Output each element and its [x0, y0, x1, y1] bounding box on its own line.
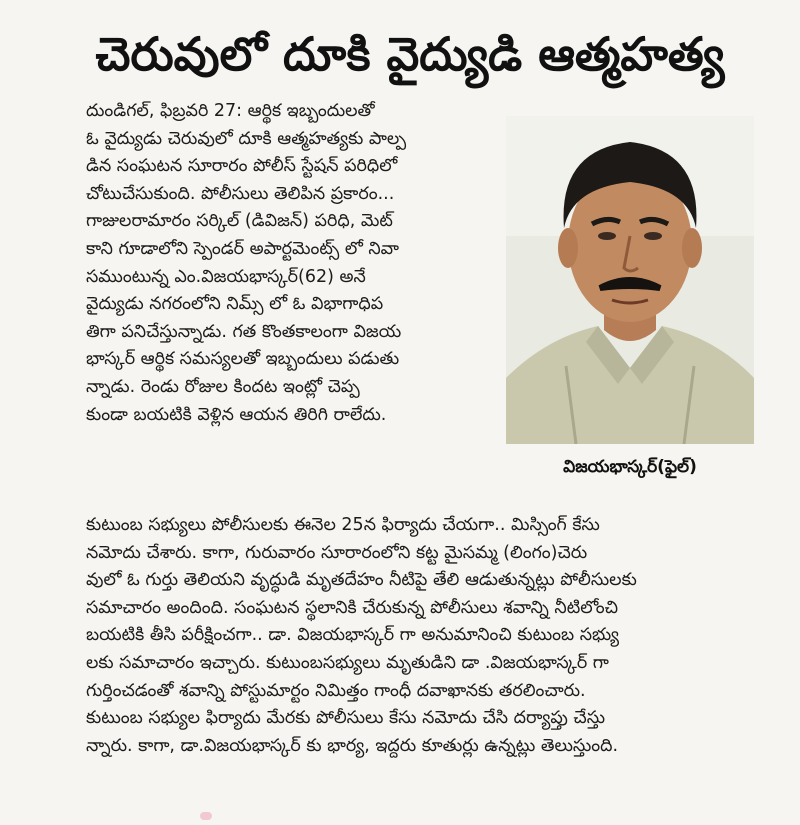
- portrait-illustration: [506, 116, 754, 444]
- text-line: న్నారు. కాగా, డా.విజయభాస్కర్ కు భార్య, ఇద్దరు కూతుర్లు ఉన్నట్లు తెలుస్తుంది.: [86, 735, 619, 756]
- lead-paragraph: [86, 98, 480, 429]
- text-line: నమోదు చేశారు. కాగా, గురువారం సూరారంలోని కట్ట మైసమ్మ (లింగం)చెరు: [86, 542, 588, 563]
- text-line: ఓ వైద్యుడు చెరువులో దూకి ఆత్మహత్యకు పాల్ప: [86, 128, 407, 149]
- text-line: సమాచారం అందింది. సంఘటన స్థలానికి చేరుకున్న పోలీసులు శవాన్ని నీటిలోంచి: [86, 597, 618, 618]
- text-line: వైద్యుడు నగరంలోని నిమ్స్ లో ఓ విభాగాధిప: [86, 294, 384, 315]
- text-line: దుండిగల్, ఫిబ్రవరి 27: ఆర్థిక ఇబ్బందులతో: [86, 101, 375, 121]
- text-line: కాని గూడాలోని స్పెండర్ అపార్టమెంట్స్ లో నివా: [86, 238, 400, 259]
- portrait-photo: [506, 116, 754, 444]
- text-line: న్నాడు. రెండు రోజుల కిందట ఇంట్లో చెప్ప: [86, 376, 360, 397]
- text-line: కుటుంబ సభ్యులు పోలీసులకు ఈనెల 25న ఫిర్యాదు చేయగా.. మిస్సింగ్ కేసు: [86, 515, 600, 535]
- text-line: గుర్తించడంతో శవాన్ని పోస్టుమార్టం నిమిత్తం గాంధీ దవాఖానకు తరలించారు.: [86, 680, 586, 701]
- text-line: సముంటున్న ఎం.విజయభాస్కర్(62) అనే: [86, 266, 366, 287]
- text-line: బయటికి తీసి పరీక్షించగా.. డా. విజయభాస్కర్ గా అనుమానించి కుటుంబ సభ్యు: [86, 625, 619, 646]
- text-line: కుండా బయటికి వెళ్లిన ఆయన తిరిగి రాలేదు.: [86, 404, 387, 425]
- text-line: డిన సంఘటన సూరారం పోలీస్ స్టేషన్ పరిధిలో: [86, 156, 398, 177]
- body-paragraph: [86, 512, 756, 760]
- photo-caption: విజయభాస్కర్(ఫైల్): [563, 457, 697, 477]
- text-line: చోటుచేసుకుంది. పోలీసులు తెలిపిన ప్రకారం...: [86, 183, 395, 204]
- text-line: కుటుంబ సభ్యుల ఫిర్యాదు మేరకు పోలీసులు కేసు నమోదు చేసి దర్యాప్తు చేస్తు: [86, 708, 606, 729]
- text-line: భాస్కర్ ఆర్థిక సమస్యలతో ఇబ్బందులు పడుతు: [86, 349, 400, 370]
- text-line: తిగా పనిచేస్తున్నాడు. గత కొంతకాలంగా విజయ: [86, 321, 402, 342]
- text-line: గాజులరామారం సర్కిల్ (డివిజన్) పరిధి, మెట్: [86, 211, 393, 232]
- text-line: లకు సమాచారం ఇచ్చారు. కుటుంబసభ్యులు మృతుడిని డా .విజయభాస్కర్ గా: [86, 652, 609, 673]
- decorative-mark: [200, 812, 212, 820]
- headline: చెరువులో దూకి వైద్యుడి ఆత్మహత్య: [95, 27, 725, 81]
- text-line: వులో ఓ గుర్తు తెలియని వృద్ధుడి మృతదేహం నీటిపై తేలి ఆడుతున్నట్లు పోలీసులకు: [86, 570, 637, 591]
